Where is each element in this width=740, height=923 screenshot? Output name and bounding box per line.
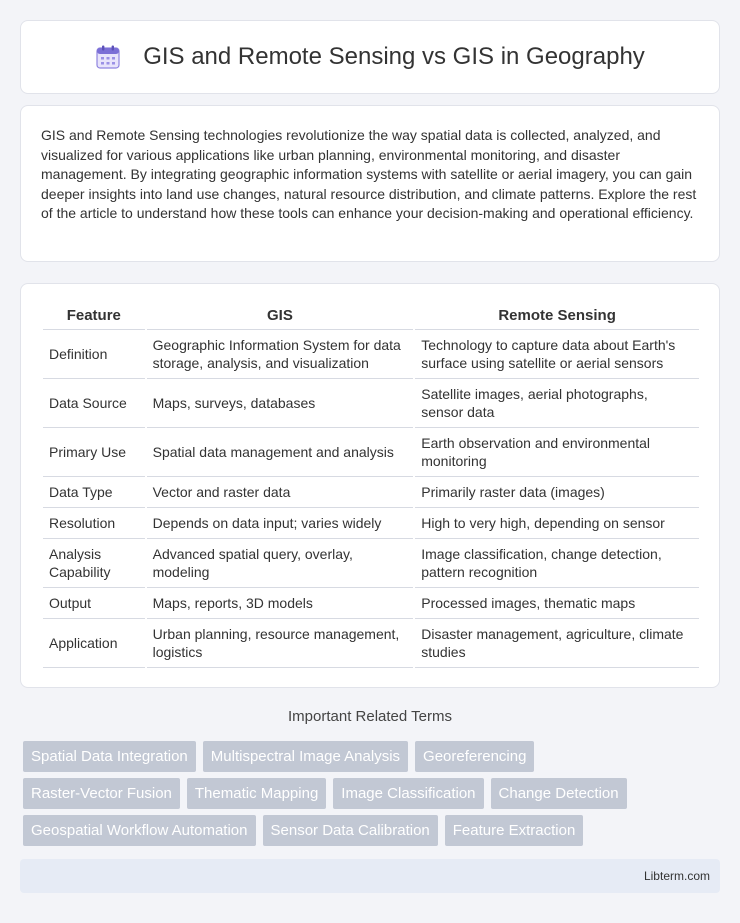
table-row [43,619,699,668]
row-remote-sensing: Technology to capture data about Earth's surface using satellite or aerial sensors [415,330,699,379]
row-remote-sensing: Earth observation and environmental monitoring [415,428,699,477]
row-remote-sensing: Primarily raster data (images) [415,477,699,508]
tag-thematic-mapping[interactable]: Thematic Mapping [187,778,326,809]
header-card [20,20,720,94]
intro-paragraph: GIS and Remote Sensing technologies revolutionize the way spatial data is collected, analyzed, and visualized for various applications like urban planning, environmental monitoring, and disaster management. By integrating geographic information systems with satellite or aerial imagery, you can gain deeper insights into land use changes, natural resource distribution, and climate patterns. Explore the rest of the article to understand how these tools can enhance your decision-making and operational efficiency. [41,127,697,221]
row-feature: Data Type [43,477,145,508]
row-gis: Advanced spatial query, overlay, modeling [147,539,414,588]
tag-row [23,778,723,809]
page-title: GIS and Remote Sensing vs GIS in Geography [143,43,645,70]
row-feature: Primary Use [43,428,145,477]
tag-spatial-data-integration[interactable]: Spatial Data Integration [23,741,196,772]
row-gis: Spatial data management and analysis [147,428,414,477]
row-feature: Definition [43,330,145,379]
row-gis: Maps, surveys, databases [147,379,414,428]
row-feature: Analysis Capability [43,539,145,588]
table-row [43,508,699,539]
row-feature: Application [43,619,145,668]
row-gis: Geographic Information System for data storage, analysis, and visualization [147,330,414,379]
table-header-row [43,302,699,330]
tag-sensor-data-calibration[interactable]: Sensor Data Calibration [263,815,438,846]
row-gis: Maps, reports, 3D models [147,588,414,619]
column-header-feature: Feature [43,302,145,330]
tag-raster-vector-fusion[interactable]: Raster-Vector Fusion [23,778,180,809]
tag-row [23,815,723,846]
footer-site-link[interactable]: Libterm.com [643,869,710,883]
row-feature: Resolution [43,508,145,539]
tag-row [23,741,723,772]
table-row [43,477,699,508]
tag-multispectral-image-analysis[interactable]: Multispectral Image Analysis [203,741,408,772]
table-row [43,539,699,588]
column-header-remote-sensing: Remote Sensing [415,302,699,330]
tag-change-detection[interactable]: Change Detection [491,778,627,809]
tag-georeferencing[interactable]: Georeferencing [415,741,534,772]
intro-card [20,105,720,262]
table-row [43,330,699,379]
comparison-table [41,302,701,668]
related-terms-title: Important Related Terms [288,708,452,725]
related-terms-section [20,708,720,725]
footer [20,859,720,893]
table-row [43,428,699,477]
row-remote-sensing: Disaster management, agriculture, climate studies [415,619,699,668]
row-remote-sensing: Image classification, change detection, pattern recognition [415,539,699,588]
row-remote-sensing: High to very high, depending on sensor [415,508,699,539]
row-feature: Data Source [43,379,145,428]
row-gis: Vector and raster data [147,477,414,508]
column-header-gis: GIS [147,302,414,330]
row-feature: Output [43,588,145,619]
calendar-icon [95,44,121,70]
row-remote-sensing: Processed images, thematic maps [415,588,699,619]
tag-image-classification[interactable]: Image Classification [333,778,483,809]
table-row [43,379,699,428]
tag-feature-extraction[interactable]: Feature Extraction [445,815,584,846]
table-row [43,588,699,619]
row-gis: Depends on data input; varies widely [147,508,414,539]
comparison-card [20,283,720,688]
related-terms-tags [23,741,723,852]
row-gis: Urban planning, resource management, logistics [147,619,414,668]
tag-geospatial-workflow-automation[interactable]: Geospatial Workflow Automation [23,815,256,846]
row-remote-sensing: Satellite images, aerial photographs, sensor data [415,379,699,428]
